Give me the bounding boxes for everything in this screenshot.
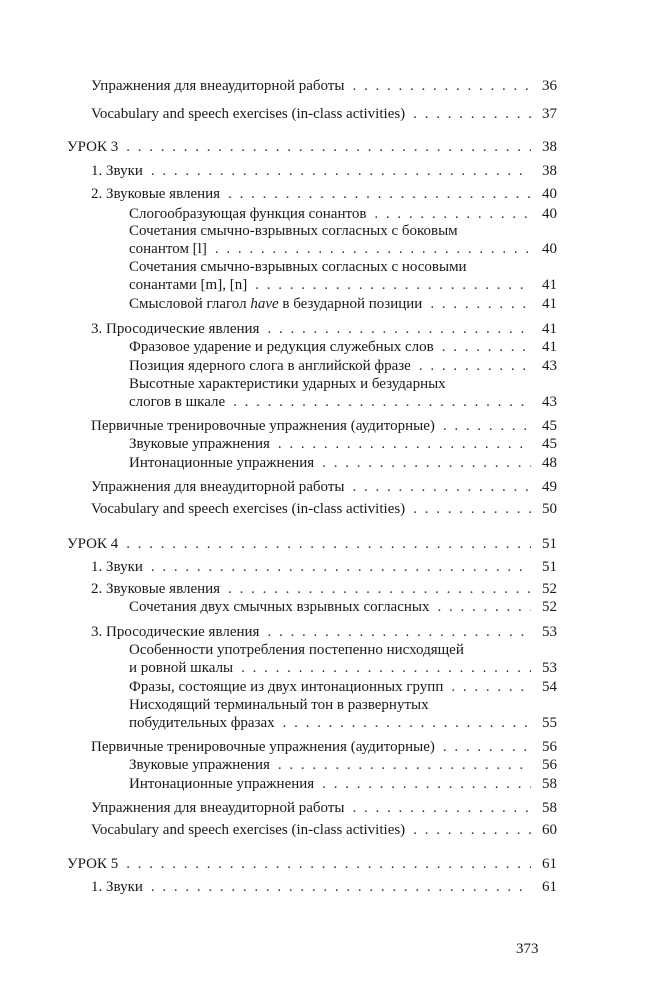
- entry-title: 2. Звуковые явления: [91, 186, 221, 202]
- entry-page: 41: [542, 296, 557, 312]
- entry-title: Слогообразующая функция сонантов: [129, 206, 367, 222]
- dot-leader: [126, 535, 531, 553]
- dot-leader: [419, 357, 531, 375]
- toc-entry: [91, 580, 557, 598]
- entry-title: побудительных фразах: [129, 715, 275, 731]
- toc-subentry: [129, 598, 557, 616]
- entry-title: сонантом [l]: [129, 241, 207, 257]
- toc-entry: [91, 558, 557, 576]
- entry-title: Vocabulary and speech exercises (in-class activities): [91, 822, 406, 838]
- toc-subentry: [129, 393, 557, 411]
- entry-title: 3. Просодические явления: [91, 321, 260, 337]
- dot-leader: [255, 276, 531, 294]
- dot-leader: [322, 775, 531, 793]
- entry-page: 53: [542, 624, 557, 640]
- dot-leader: [352, 77, 531, 95]
- entry-title: 2. Звуковые явления: [91, 581, 221, 597]
- toc-subentry: [129, 338, 557, 356]
- dot-leader: [352, 478, 531, 496]
- entry-page: 41: [542, 321, 557, 337]
- entry-page: 41: [542, 277, 557, 293]
- dot-leader: [451, 678, 531, 696]
- toc-entry: [91, 105, 557, 123]
- entry-title: Позиция ядерного слога в английской фразе: [129, 358, 411, 374]
- toc-subentry: [129, 276, 557, 294]
- dot-leader: [228, 580, 531, 598]
- entry-title: 3. Просодические явления: [91, 624, 260, 640]
- entry-page: 36: [542, 78, 557, 94]
- entry-page: 38: [542, 163, 557, 179]
- dot-leader: [278, 756, 531, 774]
- toc-entry: [91, 77, 557, 95]
- entry-page: 51: [542, 559, 557, 575]
- dot-leader: [413, 105, 531, 123]
- dot-leader: [233, 393, 531, 411]
- dot-leader: [215, 240, 531, 258]
- toc-subentry: [129, 240, 557, 258]
- entry-page: 56: [542, 757, 557, 773]
- entry-title: 1. Звуки: [91, 559, 143, 575]
- entry-title: Сочетания двух смычных взрывных согласных: [129, 599, 430, 615]
- dot-leader: [443, 738, 531, 756]
- toc-subentry: [129, 756, 557, 774]
- entry-title: Звуковые упражнения: [129, 757, 270, 773]
- dot-leader: [126, 138, 531, 156]
- entry-page: 45: [542, 418, 557, 434]
- toc-lesson-heading: [67, 138, 557, 156]
- entry-page: 45: [542, 436, 557, 452]
- dot-leader: [151, 878, 531, 896]
- entry-page: 40: [542, 186, 557, 202]
- dot-leader: [126, 855, 531, 873]
- entry-page: 61: [542, 856, 557, 872]
- toc-subentry: [129, 775, 557, 793]
- entry-title: Vocabulary and speech exercises (in-class activities): [91, 106, 406, 122]
- toc-subentry: [129, 659, 557, 677]
- dot-leader: [413, 500, 531, 518]
- entry-title: 1. Звуки: [91, 879, 143, 895]
- entry-title-line: Особенности употребления постепенно нисходящей: [129, 642, 464, 658]
- entry-page: 40: [542, 206, 557, 222]
- dot-leader: [267, 623, 531, 641]
- entry-title: сонантами [m], [n]: [129, 277, 248, 293]
- toc-subentry: [129, 714, 557, 732]
- toc-subentry: [129, 295, 557, 313]
- entry-page: 43: [542, 394, 557, 410]
- toc-subentry: [129, 205, 557, 223]
- dot-leader: [267, 320, 531, 338]
- entry-title: 1. Звуки: [91, 163, 143, 179]
- entry-page: 41: [542, 339, 557, 355]
- entry-title: Упражнения для внеаудиторной работы: [91, 479, 345, 495]
- toc-entry: [91, 500, 557, 518]
- entry-title: Звуковые упражнения: [129, 436, 270, 452]
- entry-title-line: Нисходящий терминальный тон в развернутых: [129, 697, 429, 713]
- entry-page: 53: [542, 660, 557, 676]
- dot-leader: [430, 295, 531, 313]
- dot-leader: [442, 338, 531, 356]
- entry-page: 51: [542, 536, 557, 552]
- entry-page: 61: [542, 879, 557, 895]
- entry-page: 49: [542, 479, 557, 495]
- entry-title: Интонационные упражнения: [129, 776, 315, 792]
- entry-page: 37: [542, 106, 557, 122]
- toc-lesson-heading: [67, 855, 557, 873]
- entry-title-line: Сочетания смычно-взрывных согласных с носовыми: [129, 259, 467, 275]
- entry-page: 43: [542, 358, 557, 374]
- dot-leader: [437, 598, 531, 616]
- toc-entry: [91, 417, 557, 435]
- entry-title-part: Смысловой глагол: [129, 296, 251, 312]
- entry-page: 56: [542, 739, 557, 755]
- toc-entry: [91, 320, 557, 338]
- entry-title: Упражнения для внеаудиторной работы: [91, 800, 345, 816]
- dot-leader: [151, 558, 531, 576]
- entry-page: 50: [542, 501, 557, 517]
- toc-entry: [91, 162, 557, 180]
- entry-title-part: в безударной позиции: [278, 296, 423, 312]
- entry-page: 40: [542, 241, 557, 257]
- dot-leader: [151, 162, 531, 180]
- entry-title-line: Высотные характеристики ударных и безударных: [129, 376, 446, 392]
- toc-subentry: [129, 435, 557, 453]
- toc-entry: [91, 185, 557, 203]
- entry-title: слогов в шкале: [129, 394, 226, 410]
- dot-leader: [283, 714, 531, 732]
- dot-leader: [322, 454, 531, 472]
- entry-title: УРОК 4: [67, 536, 119, 552]
- dot-leader: [413, 821, 531, 839]
- entry-page: 38: [542, 139, 557, 155]
- entry-title: УРОК 3: [67, 139, 119, 155]
- entry-page: 60: [542, 822, 557, 838]
- entry-title-line: Сочетания смычно-взрывных согласных с боковым: [129, 223, 458, 239]
- dot-leader: [352, 799, 531, 817]
- toc-subentry: [129, 357, 557, 375]
- toc-subentry: [129, 678, 557, 696]
- entry-title: Первичные тренировочные упражнения (аудиторные): [91, 418, 435, 434]
- entry-title: Фразовое ударение и редукция служебных слов: [129, 339, 434, 355]
- entry-page: 58: [542, 800, 557, 816]
- page-number: 373: [516, 941, 539, 957]
- entry-page: 52: [542, 581, 557, 597]
- toc-entry: [91, 623, 557, 641]
- dot-leader: [241, 659, 531, 677]
- dot-leader: [374, 205, 531, 223]
- entry-page: 58: [542, 776, 557, 792]
- entry-title: Фразы, состоящие из двух интонационных групп: [129, 679, 444, 695]
- dot-leader: [443, 417, 531, 435]
- entry-page: 54: [542, 679, 557, 695]
- toc-lesson-heading: [67, 535, 557, 553]
- toc-subentry: [129, 454, 557, 472]
- toc-entry: [91, 478, 557, 496]
- entry-title: Упражнения для внеаудиторной работы: [91, 78, 345, 94]
- entry-page: 48: [542, 455, 557, 471]
- entry-title: Vocabulary and speech exercises (in-class activities): [91, 501, 406, 517]
- toc-entry: [91, 738, 557, 756]
- entry-title: [129, 295, 422, 313]
- toc-entry: [91, 821, 557, 839]
- entry-title: Интонационные упражнения: [129, 455, 315, 471]
- entry-title: и ровной шкалы: [129, 660, 234, 676]
- entry-title-italic: have: [250, 296, 279, 312]
- entry-page: 52: [542, 599, 557, 615]
- entry-title: Первичные тренировочные упражнения (аудиторные): [91, 739, 435, 755]
- entry-page: 55: [542, 715, 557, 731]
- dot-leader: [228, 185, 531, 203]
- dot-leader: [278, 435, 531, 453]
- toc-entry: [91, 878, 557, 896]
- toc-entry: [91, 799, 557, 817]
- entry-title: УРОК 5: [67, 856, 119, 872]
